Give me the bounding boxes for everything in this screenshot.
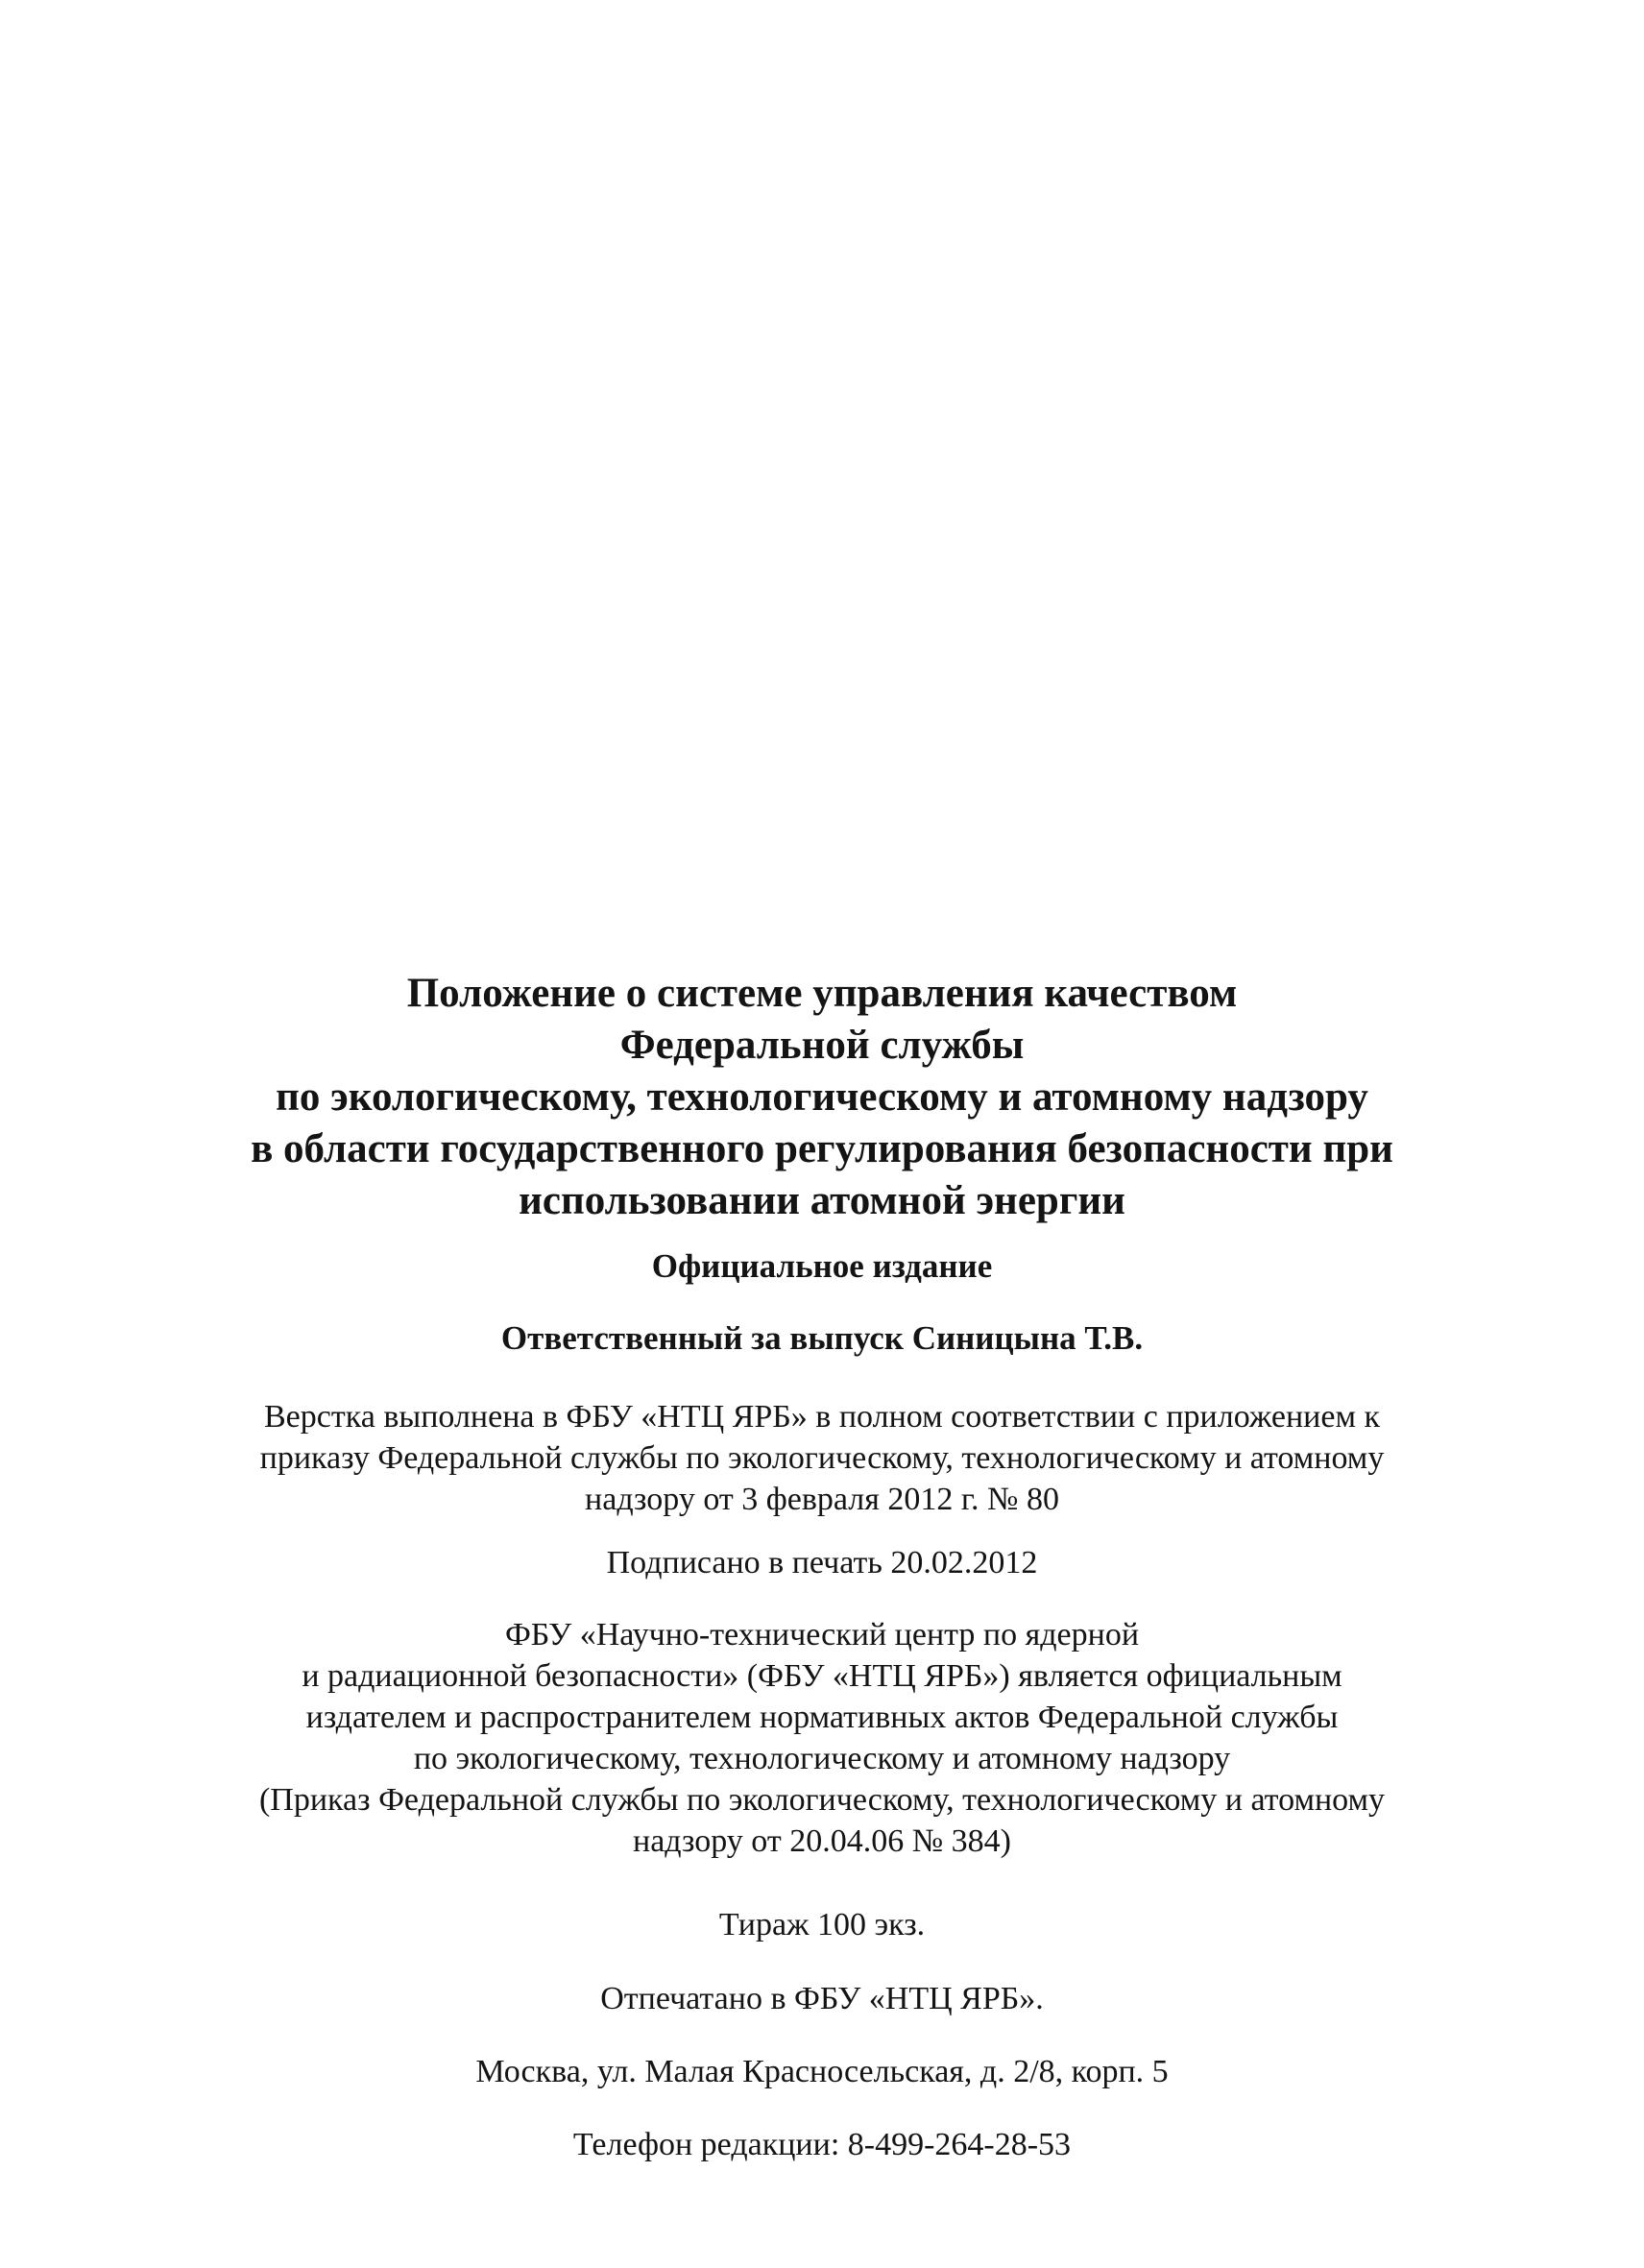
title-line-1: Положение о системе управления качеством bbox=[406, 971, 1238, 1016]
publisher-note-line-3: издателем и распространителем нормативных актов Федеральной службы bbox=[305, 1700, 1339, 1735]
circulation bbox=[154, 1904, 1490, 1945]
printed-at bbox=[154, 1978, 1490, 2019]
document-title bbox=[154, 968, 1490, 1227]
publisher-note-line-1: ФБУ «Научно-технический центр по ядерной bbox=[504, 1617, 1140, 1653]
title-line-3: по экологическому, технологическому и атомному надзору bbox=[276, 1074, 1368, 1120]
layout-note-paragraph bbox=[154, 1396, 1490, 1520]
circulation-text: Тираж 100 экз. bbox=[718, 1907, 926, 1942]
layout-note-line-1: Верстка выполнена в ФБУ «НТЦ ЯРБ» в полном соответствии с приложением к bbox=[264, 1399, 1380, 1435]
signed-to-print bbox=[154, 1542, 1490, 1583]
address bbox=[154, 2051, 1490, 2092]
layout-note-line-2: приказу Федеральной службы по экологическому, технологическому и атомному bbox=[259, 1440, 1385, 1476]
publisher-note-paragraph bbox=[154, 1614, 1490, 1862]
publisher-note-line-6: надзору от 20.04.06 № 384) bbox=[633, 1823, 1011, 1859]
signed-to-print-text: Подписано в печать 20.02.2012 bbox=[606, 1545, 1038, 1580]
printed-at-text: Отпечатано в ФБУ «НТЦ ЯРБ». bbox=[600, 1981, 1044, 2016]
responsible-editor: Ответственный за выпуск Синицына Т.В. bbox=[500, 1319, 1144, 1357]
layout-note-line-3: надзору от 3 февраля 2012 г. № 80 bbox=[585, 1482, 1059, 1517]
title-line-5: использовании атомной энергии bbox=[519, 1178, 1125, 1223]
editorial-phone bbox=[154, 2124, 1490, 2165]
publisher-note-line-5: (Приказ Федеральной службы по экологическому, технологическому и атомному bbox=[258, 1782, 1386, 1818]
publisher-note-line-4: по экологическому, технологическому и атомному надзору bbox=[413, 1741, 1231, 1776]
editorial-phone-text: Телефон редакции: 8-499-264-28-53 bbox=[572, 2127, 1072, 2162]
publisher-note-line-2: и радиационной безопасности» (ФБУ «НТЦ ЯРБ») является официальным bbox=[302, 1658, 1342, 1694]
address-text: Москва, ул. Малая Красносельская, д. 2/8, корп. 5 bbox=[475, 2054, 1169, 2089]
official-edition-label: Официальное издание bbox=[651, 1247, 993, 1285]
title-line-2: Федеральной службы bbox=[619, 1023, 1025, 1068]
title-line-4: в области государственного регулирования безопасности при bbox=[251, 1126, 1393, 1171]
